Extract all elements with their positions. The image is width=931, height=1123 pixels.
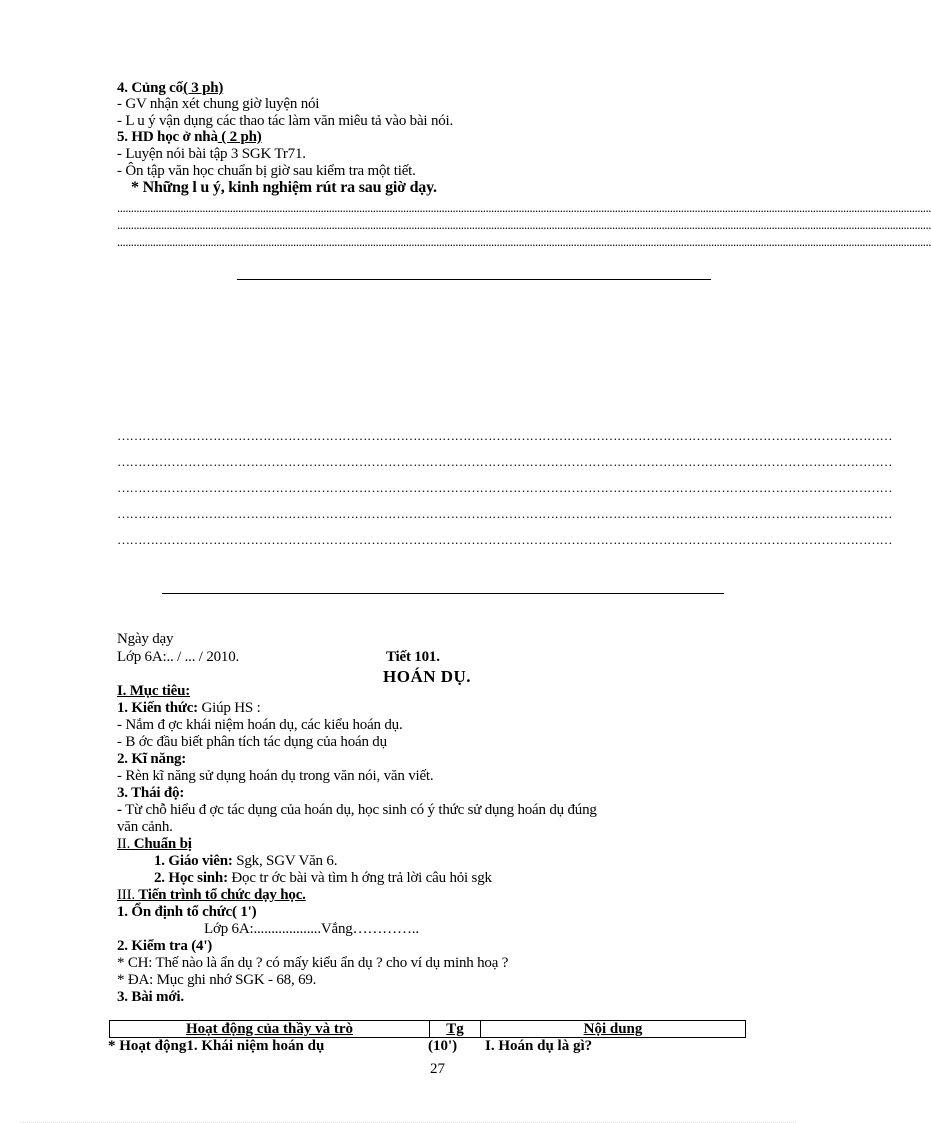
class-attendance: Lớp 6A:...................Vắng………….. <box>204 921 419 937</box>
attitude-cont: văn cảnh. <box>117 819 173 835</box>
period-number: Tiết 101. <box>386 649 440 665</box>
table-first-row-cut <box>105 1036 751 1054</box>
date-label: Ngày dạy <box>117 631 174 647</box>
dotted-line: ........................................................................................................................................................................................................................................................................................................ <box>117 217 931 232</box>
attitude-text: Từ chỗ hiểu đ ợc tác dụng của hoán dụ, học sinh có ý thức sử dụng hoán dụ đúng <box>121 802 597 818</box>
step-2-label: 2. Kiểm tra (4') <box>117 938 213 954</box>
ellipsis-line: …………………………………………………………………………………………………………………………………………………………………… <box>117 532 892 547</box>
teacher-label: 1. Giáo viên: <box>154 853 233 869</box>
section-4-line-2: - L u ý vận dụng các thao tác làm văn miêu tả vào bài nói. <box>117 113 454 129</box>
attitude-line: - Từ chỗ hiểu đ ợc tác dụng của hoán dụ, học sinh có ý thức sử dụng hoán dụ đúng <box>117 802 597 818</box>
table-header-row <box>110 1021 746 1038</box>
lesson-title: HOÁN DỤ. <box>383 667 472 686</box>
skills-item-1: - Rèn kĩ năng sử dụng hoán dụ trong văn nói, văn viết. <box>117 768 434 784</box>
check-answer: * ĐA: Mục ghi nhớ SGK - 68, 69. <box>117 972 317 988</box>
ellipsis-line: …………………………………………………………………………………………………………………………………………………………………… <box>117 506 892 521</box>
section-4-heading: 4. Củng cố( 3 ph) <box>117 80 224 96</box>
section-5-heading: 5. HD học ở nhà ( 2 ph) <box>117 129 262 145</box>
section-4-line-1: - GV nhận xét chung giờ luyện nói <box>117 96 320 112</box>
step-1-label: 1. Ổn định tổ chức( 1') <box>117 904 257 920</box>
table-row-content: I. Hoán dụ là gì? <box>485 1038 593 1054</box>
knowledge-label: 1. Kiến thức: <box>117 700 198 716</box>
page-number: 27 <box>430 1061 445 1077</box>
table-header-content: Nội dung <box>481 1021 746 1038</box>
dotted-line: ........................................................................................................................................................................................................................................................................................................ <box>117 234 931 249</box>
dotted-line: ........................................................................................................................................................................................................................................................................................................ <box>117 200 931 215</box>
process-heading: III. Tiến trình tổ chức dạy học. <box>117 887 306 903</box>
section-5-line-2: - Ôn tập văn học chuẩn bị giờ sau kiểm tra một tiết. <box>117 163 416 179</box>
table-row-time: (10') <box>428 1038 458 1054</box>
table-header-activity: Hoạt động của thầy và trò <box>110 1021 430 1038</box>
preparation-heading: II. Chuẩn bị <box>117 836 192 852</box>
student-line <box>154 870 492 886</box>
section-5-line-1: - Luyện nói bài tập 3 SGK Tr71. <box>117 146 306 162</box>
knowledge-item-2: - B ớc đầu biết phân tích tác dụng của hoán dụ <box>117 734 387 750</box>
teacher-line <box>154 853 337 869</box>
objectives-heading: I. Mục tiêu: <box>117 683 191 699</box>
student-text: Đọc tr ớc bài và tìm h ớng trả lời câu hỏi sgk <box>227 870 492 886</box>
section-4-time: ( 3 ph) <box>182 80 224 96</box>
table-header-time: Tg <box>430 1021 481 1038</box>
knowledge-line <box>117 700 261 716</box>
ellipsis-line: …………………………………………………………………………………………………………………………………………………………………… <box>117 428 892 443</box>
knowledge-item-1: - Nắm đ ợc khái niệm hoán dụ, các kiểu hoán dụ. <box>117 717 403 733</box>
knowledge-text: Giúp HS : <box>197 700 261 716</box>
table-row-activity: * Hoạt động1. Khái niệm hoán dụ <box>108 1038 325 1054</box>
notes-heading: * Những l u ý, kinh nghiệm rút ra sau giờ dạy. <box>131 179 437 196</box>
ellipsis-line: …………………………………………………………………………………………………………………………………………………………………… <box>117 454 892 469</box>
attitude-label: 3. Thái độ: <box>117 785 185 801</box>
divider <box>237 279 711 280</box>
ellipsis-line: …………………………………………………………………………………………………………………………………………………………………… <box>117 480 892 495</box>
class-date: Lớp 6A:.. / ... / 2010. <box>117 649 240 665</box>
skills-label: 2. Kĩ năng: <box>117 751 187 767</box>
student-label: 2. Học sinh: <box>154 870 228 886</box>
divider <box>162 593 724 594</box>
section-5-time: ( 2 ph) <box>217 129 262 145</box>
step-3-label: 3. Bài mới. <box>117 989 184 1005</box>
check-question: * CH: Thế nào là ẩn dụ ? có mấy kiểu ẩn dụ ? cho ví dụ minh hoạ ? <box>117 955 509 971</box>
teacher-text: Sgk, SGV Văn 6. <box>232 853 338 869</box>
